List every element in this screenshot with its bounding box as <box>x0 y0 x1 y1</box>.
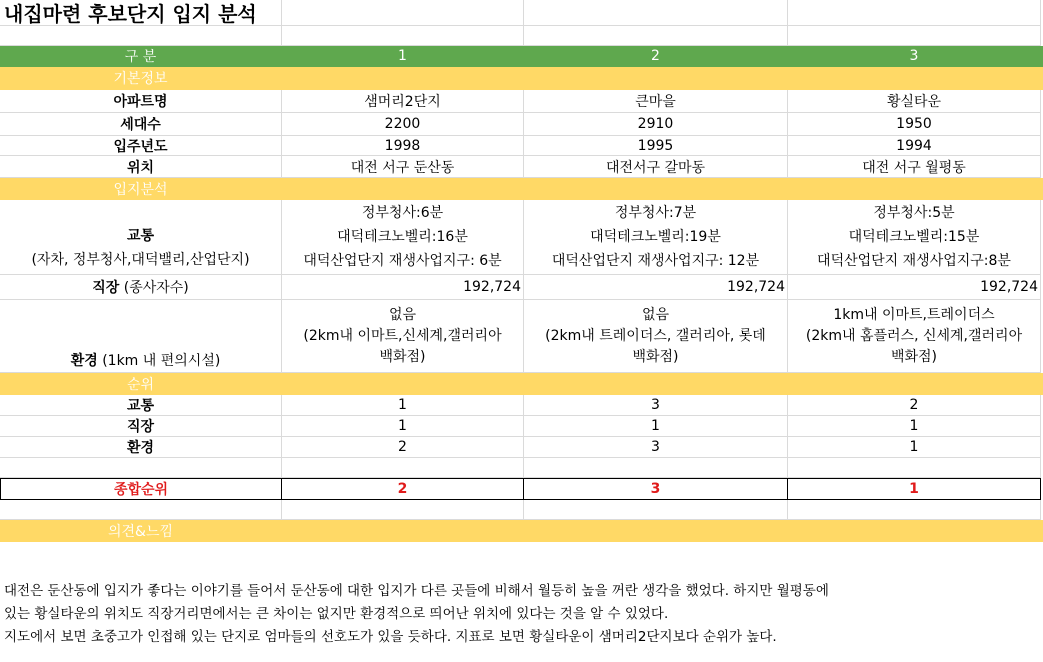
data-cell[interactable]: 1 <box>788 416 1041 437</box>
row-label[interactable] <box>0 300 282 373</box>
empty-cell[interactable] <box>282 500 524 520</box>
cell-line: 없음 <box>641 306 670 323</box>
data-cell[interactable]: 2 <box>788 395 1041 416</box>
data-cell[interactable]: 1 <box>524 416 788 437</box>
cell-line: 대덕산업단지 재생사업지구:8분 <box>817 253 1011 269</box>
cell-line: 대덕테크노벨리:16분 <box>337 229 468 245</box>
row-label[interactable]: 교통 <box>0 395 282 416</box>
row-label[interactable]: 직장 <box>0 416 282 437</box>
data-cell[interactable]: 3 <box>524 437 788 458</box>
empty-cell[interactable] <box>524 500 788 520</box>
section-opinion <box>0 520 1043 542</box>
section-title[interactable]: 순위 <box>0 373 282 395</box>
blank-row <box>0 458 1043 478</box>
transport-label: 교통 <box>126 228 155 244</box>
data-cell[interactable]: 대전서구 갈마동 <box>524 156 788 178</box>
opinion-line: 대전은 둔산동에 입지가 좋다는 이야기를 들어서 둔산동에 대한 입지가 다른 곳들에 비해서 월등히 높을 꺼란 생각을 했었다. 하지만 월평동에 <box>4 583 829 599</box>
data-cell[interactable]: 1995 <box>524 136 788 156</box>
table-row <box>0 113 1043 136</box>
cell-line: 대덕산업단지 재생사업지구: 12분 <box>551 253 760 269</box>
opinion-line: 있는 황실타운의 위치도 직장거리면에서는 큰 차이는 없지만 환경적으로 띄어난 위치에 있다는 것을 알 수 있었다. <box>4 606 669 622</box>
cell-line: 백화점) <box>890 348 938 365</box>
data-cell[interactable]: 샘머리2단지 <box>282 90 524 113</box>
empty-cell[interactable] <box>0 458 282 478</box>
table-row <box>0 416 1043 437</box>
data-cell[interactable] <box>524 200 788 275</box>
empty-cell[interactable] <box>282 458 524 478</box>
table-row-environment <box>0 300 1043 373</box>
row-label[interactable]: 입주년도 <box>0 136 282 156</box>
empty-cell[interactable] <box>524 0 788 26</box>
table-row <box>0 136 1043 156</box>
data-cell[interactable] <box>788 200 1041 275</box>
cell-line: 대덕산업단지 재생사업지구: 6분 <box>303 253 502 269</box>
data-cell[interactable]: 대전 서구 둔산동 <box>282 156 524 178</box>
header-label[interactable]: 구 분 <box>0 46 282 67</box>
data-cell[interactable]: 192,724 <box>282 275 524 300</box>
data-cell[interactable] <box>788 300 1041 373</box>
data-cell[interactable]: 3 <box>524 395 788 416</box>
row-label[interactable]: 아파트명 <box>0 90 282 113</box>
row-label[interactable] <box>0 200 282 275</box>
header-col-2[interactable]: 2 <box>524 46 788 67</box>
header-row <box>0 46 1043 67</box>
empty-cell[interactable] <box>788 26 1041 46</box>
opinion-text[interactable] <box>4 580 1034 649</box>
empty-cell[interactable] <box>524 26 788 46</box>
environment-label: 환경 <box>70 353 98 369</box>
table-row-work <box>0 275 1043 300</box>
cell-line: 정부청사:7분 <box>614 205 697 221</box>
environment-sublabel: (1km 내 편의시설) <box>102 353 221 369</box>
row-label[interactable]: 세대수 <box>0 113 282 136</box>
total-rank-cell[interactable]: 2 <box>282 478 524 500</box>
data-cell[interactable] <box>524 300 788 373</box>
data-cell[interactable]: 1 <box>788 437 1041 458</box>
empty-cell[interactable] <box>788 458 1041 478</box>
empty-cell[interactable] <box>524 458 788 478</box>
work-label: 직장 <box>92 280 120 296</box>
total-rank-cell[interactable]: 3 <box>524 478 788 500</box>
data-cell[interactable]: 2910 <box>524 113 788 136</box>
cell-line: (2km내 트레이더스, 갤러리아, 롯데 <box>545 327 766 344</box>
data-cell[interactable] <box>282 200 524 275</box>
work-sublabel: (종사자수) <box>123 280 189 296</box>
blank-row <box>0 26 1043 46</box>
data-cell[interactable]: 큰마을 <box>524 90 788 113</box>
blank-row <box>0 500 1043 520</box>
section-rank <box>0 373 1043 395</box>
data-cell[interactable]: 1950 <box>788 113 1041 136</box>
data-cell[interactable]: 1 <box>282 416 524 437</box>
title-row <box>0 0 1043 26</box>
empty-cell[interactable] <box>788 500 1041 520</box>
total-rank-label[interactable]: 종합순위 <box>0 478 282 500</box>
total-rank-cell[interactable]: 1 <box>788 478 1041 500</box>
data-cell[interactable]: 대전 서구 월평동 <box>788 156 1041 178</box>
table-row <box>0 156 1043 178</box>
page-title[interactable]: 내집마련 후보단지 입지 분석 <box>0 0 282 26</box>
table-row-transport <box>0 200 1043 275</box>
data-cell[interactable]: 1 <box>282 395 524 416</box>
section-location <box>0 178 1043 200</box>
row-label[interactable]: 위치 <box>0 156 282 178</box>
empty-cell[interactable] <box>788 0 1041 26</box>
total-rank-row <box>0 478 1043 500</box>
section-title[interactable]: 입지분석 <box>0 178 282 200</box>
cell-line: 정부청사:6분 <box>361 205 444 221</box>
row-label[interactable]: 환경 <box>0 437 282 458</box>
empty-cell[interactable] <box>282 26 524 46</box>
cell-line: 백화점) <box>632 348 679 365</box>
section-title[interactable]: 의견&느낌 <box>0 520 282 542</box>
cell-line: 없음 <box>388 306 417 323</box>
data-cell[interactable] <box>282 300 524 373</box>
section-title[interactable]: 기본정보 <box>0 67 282 90</box>
cell-line: (2km내 이마트,신세계,갤러리아 <box>303 327 502 344</box>
cell-line: 1km내 이마트,트레이더스 <box>833 306 995 323</box>
data-cell[interactable]: 2 <box>282 437 524 458</box>
data-cell[interactable]: 192,724 <box>788 275 1041 300</box>
cell-line: 대덕테크노벨리:15분 <box>848 229 980 245</box>
empty-cell[interactable] <box>282 0 524 26</box>
section-basic <box>0 67 1043 90</box>
transport-sublabel: (자차, 정부청사,대덕밸리,산업단지) <box>31 252 250 268</box>
cell-line: 정부청사:5분 <box>873 205 955 221</box>
data-cell[interactable]: 1994 <box>788 136 1041 156</box>
data-cell[interactable]: 1998 <box>282 136 524 156</box>
data-cell[interactable]: 192,724 <box>524 275 788 300</box>
table-row <box>0 90 1043 113</box>
row-label[interactable] <box>0 275 282 300</box>
empty-cell[interactable] <box>0 500 282 520</box>
cell-line: 대덕테크노벨리:19분 <box>590 229 721 245</box>
empty-cell[interactable] <box>0 26 282 46</box>
table-row <box>0 437 1043 458</box>
data-cell[interactable]: 2200 <box>282 113 524 136</box>
table-row <box>0 395 1043 416</box>
data-cell[interactable]: 황실타운 <box>788 90 1041 113</box>
cell-line: (2km내 홈플러스, 신세계,갤러리아 <box>805 327 1023 344</box>
header-col-1[interactable]: 1 <box>282 46 524 67</box>
header-col-3[interactable]: 3 <box>788 46 1041 67</box>
cell-line: 백화점) <box>379 348 426 365</box>
opinion-line: 지도에서 보면 초중고가 인접해 있는 단지로 엄마들의 선호도가 있을 듯하다. 지표로 보면 황실타운이 샘머리2단지보다 순위가 높다. <box>4 629 777 645</box>
